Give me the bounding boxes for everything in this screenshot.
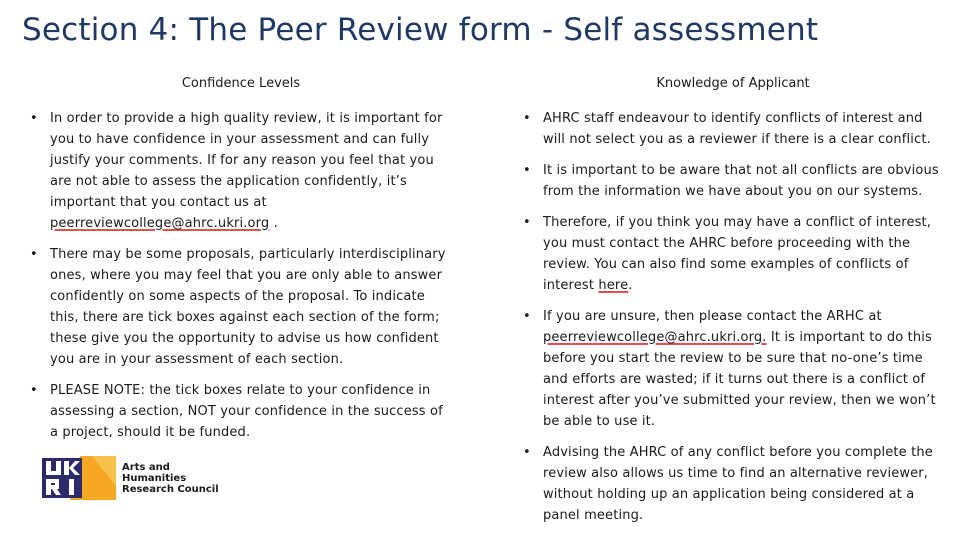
ukri-ahrc-logo: [40, 456, 219, 500]
list-item-text: It is important to be aware that not all conflicts are obvious from the information we have about you on our systems.: [543, 163, 939, 199]
bullet-icon: •: [30, 247, 38, 262]
email-link[interactable]: peerreviewcollege@ahrc.ukri.org.: [543, 330, 767, 345]
council-name-line: Humanities: [122, 472, 187, 484]
list-item: [521, 108, 945, 150]
list-item: [28, 244, 454, 370]
knowledge-of-applicant-column: [521, 76, 945, 526]
council-name: [122, 462, 219, 495]
list-item-text: PLEASE NOTE: the tick boxes relate to your confidence in assessing a section, NOT your confidence in the success of a project, should it be funded.: [50, 383, 443, 440]
list-item-text: Advising the AHRC of any conflict before you complete the review also allows us time to find an alternative reviewer, without holding up an application being considered at a panel meeting.: [543, 445, 933, 523]
bullet-icon: •: [523, 215, 531, 230]
confidence-levels-heading: Confidence Levels: [181, 76, 301, 91]
council-name-line: Research Council: [122, 483, 219, 495]
bullet-icon: •: [523, 111, 531, 126]
bullet-icon: •: [523, 445, 531, 460]
list-item-text: If you are unsure, then please contact the ARHC at: [543, 309, 882, 324]
bullet-icon: •: [30, 111, 38, 126]
list-item-text: In order to provide a high quality review, it is important for you to have confidence in your assessment and can fully justify your comments. If for any reason you feel that you are not able to assess the application confidently, it’s important that you contact us at: [50, 111, 443, 210]
email-link[interactable]: peerreviewcollege@ahrc.ukri.org: [50, 216, 270, 231]
list-item: [521, 306, 945, 432]
knowledge-of-applicant-heading: Knowledge of Applicant: [656, 76, 810, 91]
bullet-icon: •: [523, 163, 531, 178]
bullet-icon: •: [523, 309, 531, 324]
list-item: [28, 380, 454, 443]
list-item-text: Therefore, if you think you may have a conflict of interest, you must contact the AHRC before proceeding with the review. You can also find some examples of conflicts of interest: [543, 215, 932, 293]
list-item: [521, 212, 945, 296]
list-item-text: There may be some proposals, particularly interdisciplinary ones, where you may feel that you are only able to answer confidently on some aspects of the proposal. To indicate this, there are tick boxes against each section of the form; these give you the opportunity to advise us how confident you are in your assessment of each section.: [50, 247, 446, 367]
here-link[interactable]: here: [598, 278, 629, 293]
ukri-logo-icon: [40, 456, 116, 500]
list-item: [521, 442, 945, 526]
confidence-levels-column: [28, 76, 454, 443]
list-item-text-end: It is important to do this before you start the review to be sure that no-one’s time and efforts are wasted; if it turns out there is a conflict of interest after you’ve submitted your review, then we won’t be able to use it.: [543, 330, 936, 429]
knowledge-of-applicant-list: [521, 108, 945, 526]
council-name-line: Arts and: [122, 461, 170, 473]
list-item-text-end: .: [269, 216, 278, 231]
list-item-text-end: .: [628, 278, 633, 293]
page-title: Section 4: The Peer Review form - Self assessment: [22, 12, 819, 48]
list-item: [521, 160, 945, 202]
confidence-levels-list: [28, 108, 454, 443]
list-item-text: AHRC staff endeavour to identify conflicts of interest and will not select you as a reviewer if there is a clear conflict.: [543, 111, 931, 147]
bullet-icon: •: [30, 383, 38, 398]
list-item: [28, 108, 454, 234]
